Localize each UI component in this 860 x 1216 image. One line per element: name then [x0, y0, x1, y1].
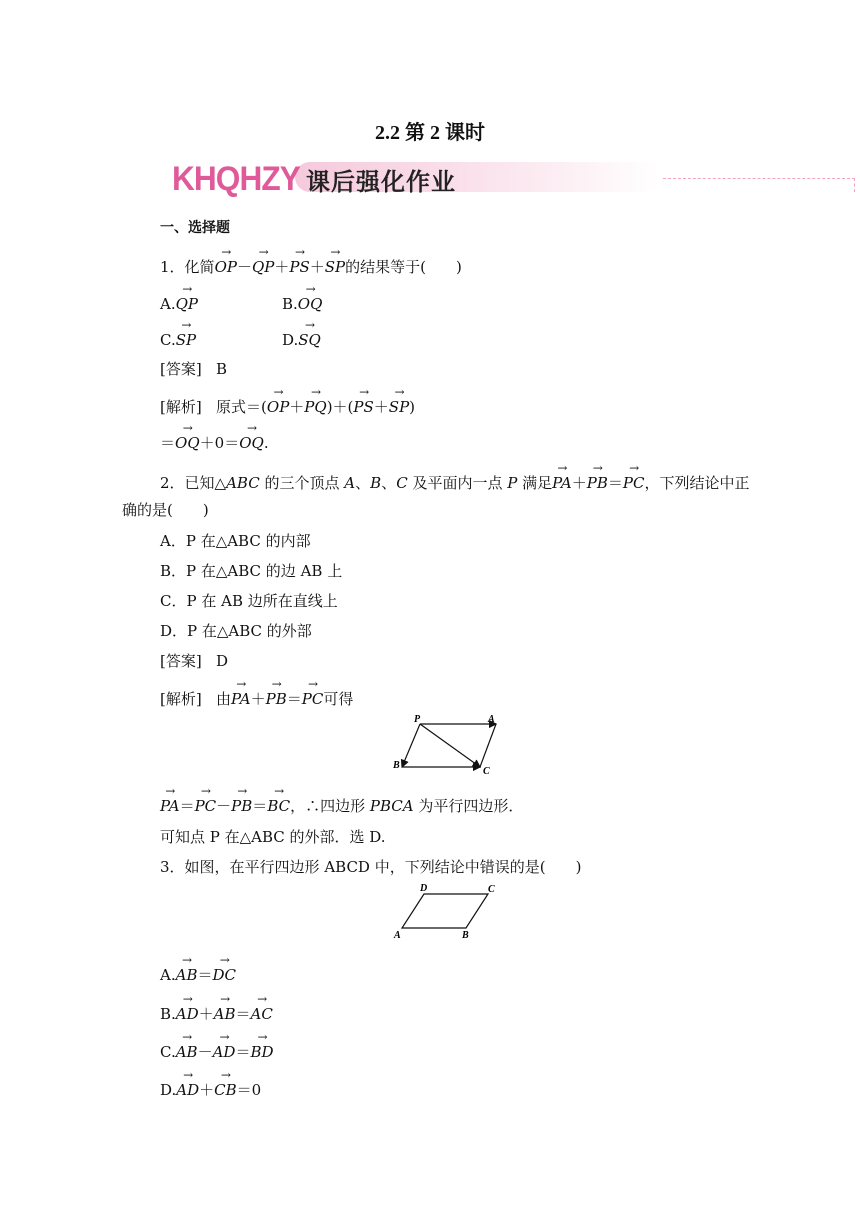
- q3-stem: 3．如图，在平行四边形 ABCD 中，下列结论中错误的是( ): [160, 858, 582, 876]
- q2-option-d: D．P 在△ABC 的外部: [160, 622, 312, 640]
- banner-divider: [663, 178, 855, 179]
- q2-stem: 2．已知△ABC 的三个顶点 A、B、C 及平面内一点 P 满足→ PA＋→ PB＝→ PC，下列结论中正: [160, 472, 749, 493]
- label-b: B: [462, 930, 469, 941]
- vector-pb: [402, 724, 420, 767]
- q3-option-a: A.→ AB＝→ DC: [160, 964, 236, 985]
- q2-option-b: B．P 在△ABC 的边 AB 上: [160, 562, 343, 580]
- q1-option-a: A.→ QP: [160, 295, 198, 313]
- q2-analysis: [解析] 由→ PA＋→ PB＝→ PC可得: [160, 688, 353, 709]
- q1-analysis-line2: ＝→ OQ＋0＝→ OQ.: [160, 432, 269, 453]
- q2-option-a: A．P 在△ABC 的内部: [160, 532, 311, 550]
- q2-parallelogram-figure: [388, 712, 506, 778]
- banner-logo: KHQHZY: [172, 160, 300, 198]
- section-heading: 一、选择题: [160, 220, 230, 236]
- page-title: 2.2 第 2 课时: [375, 122, 485, 144]
- q2-analysis-line-a: → PA＝→ PC－→ PB＝→ BC，∴四边形 PBCA 为平行四边形．: [160, 795, 523, 816]
- q1-answer: [答案] B: [160, 360, 228, 378]
- label-p: P: [414, 714, 421, 725]
- q1-option-c: C.→ SP: [160, 331, 196, 349]
- label-a: A: [394, 930, 401, 941]
- parallelogram-abcd: [402, 894, 488, 928]
- label-a: A: [488, 714, 495, 725]
- label-b: B: [393, 760, 400, 771]
- q3-option-c: C.→ AB－→ AD＝→ BD: [160, 1041, 274, 1062]
- vector-pc: [420, 724, 480, 767]
- q2-stem-cont: 确的是( ): [122, 501, 209, 519]
- q2-analysis-line-b: 可知点 P 在△ABC 的外部．选 D.: [160, 828, 386, 846]
- q2-option-c: C．P 在 AB 边所在直线上: [160, 592, 338, 610]
- banner-divider-end: [854, 178, 855, 192]
- q2-answer: [答案] D: [160, 652, 229, 670]
- q1-analysis: [解析] 原式＝(→ OP＋→ PQ)＋(→ PS＋→ SP): [160, 396, 415, 417]
- label-c: C: [483, 766, 490, 777]
- q3-option-d: D.→ AD＋→ CB＝0: [160, 1079, 261, 1100]
- q3-parallelogram-figure: [388, 880, 500, 944]
- q3-option-b: B.→ AD＋→ AB＝→ AC: [160, 1003, 273, 1024]
- segment-ac: [480, 724, 496, 767]
- section-banner: [168, 158, 692, 196]
- q1-stem: 1．化简→ OP－→ QP＋→ PS＋→ SP的结果等于( ): [160, 256, 462, 277]
- q1-option-b: B.→ OQ: [282, 295, 322, 313]
- label-c: C: [488, 884, 495, 895]
- q1-option-d: D.→ SQ: [282, 331, 321, 349]
- banner-label: 课后强化作业: [306, 168, 456, 196]
- label-d: D: [420, 883, 428, 894]
